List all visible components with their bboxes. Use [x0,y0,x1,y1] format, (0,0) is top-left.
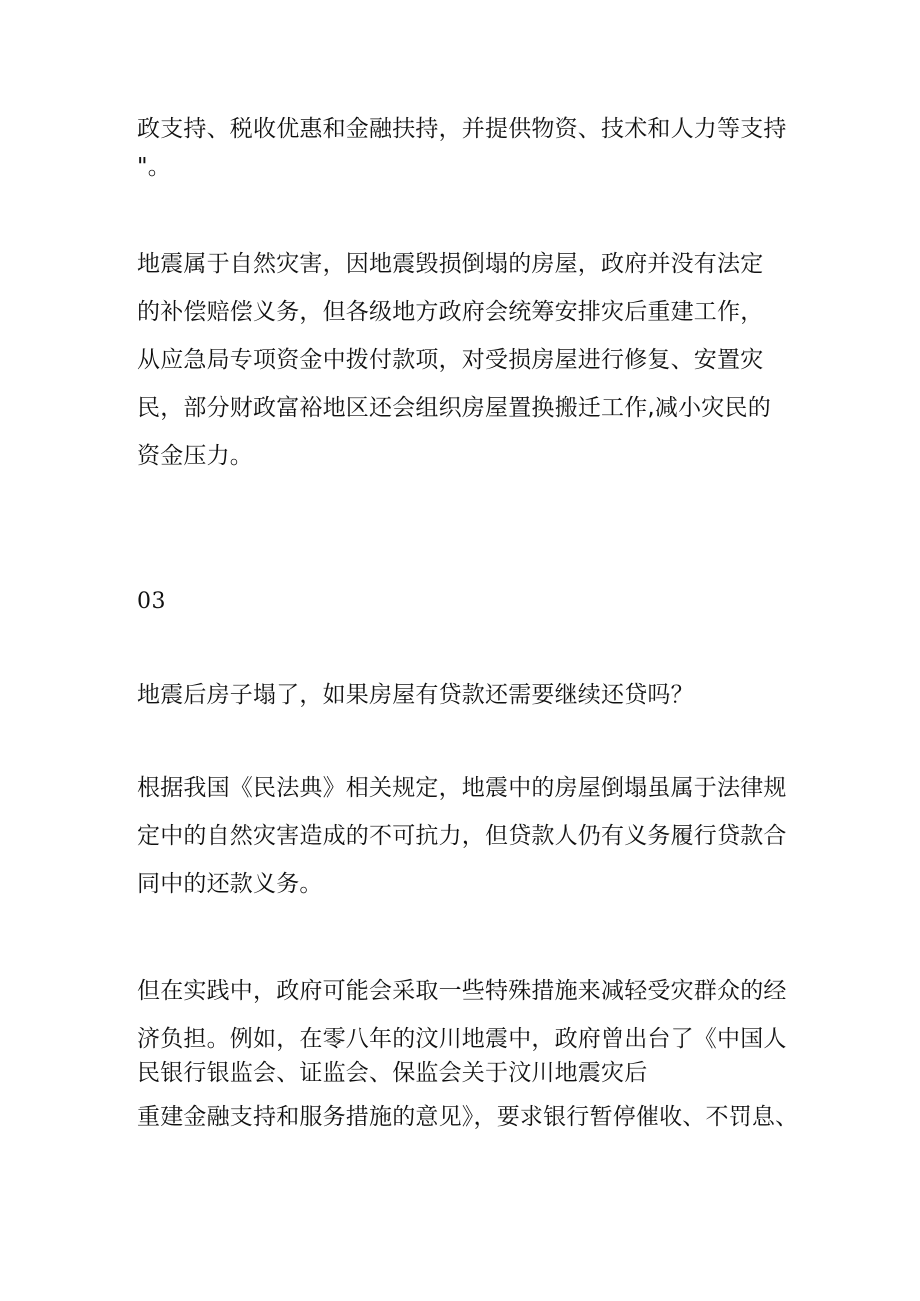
paragraph-line: 的补偿赔偿义务，但各级地方政府会统筹安排灾后重建工作， [137,299,764,325]
paragraph-line: 同中的还款义务。 [137,871,323,897]
paragraph-line: 民银行银监会、证监会、保监会关于汶川地震灾后 [137,1060,648,1086]
paragraph-line: 政支持、税收优惠和金融扶持，并提供物资、技术和人力等支持 [137,116,787,142]
paragraph-line: 地震属于自然灾害，因地震毁损倒塌的房屋，政府并没有法定 [137,251,764,277]
paragraph-line: 济负担。例如，在零八年的汶川地震中，政府曾出台了《中国人 [137,1026,787,1052]
paragraph-line: 从应急局专项资金中拨付款项，对受损房屋进行修复、安置灾 [137,347,764,373]
paragraph-line: 重建金融支持和服务措施的意见》，要求银行暂停催收、不罚息、 [137,1104,799,1130]
section-question: 地震后房子塌了，如果房屋有贷款还需要继续还贷吗？ [137,682,694,708]
paragraph-line: 根据我国《民法典》相关规定，地震中的房屋倒塌虽属于法律规 [137,775,787,801]
paragraph-line: 资金压力。 [137,443,253,469]
paragraph-line: 民，部分财政富裕地区还会组织房屋置换搬迁工作,减小灾民的 [137,395,771,421]
section-number: 03 [137,589,166,614]
paragraph-line: "。 [137,154,171,180]
paragraph-line: 但在实践中，政府可能会采取一些特殊措施来减轻受灾群众的经 [137,978,787,1004]
paragraph-line: 定中的自然灾害造成的不可抗力，但贷款人仍有义务履行贷款合 [137,823,787,849]
